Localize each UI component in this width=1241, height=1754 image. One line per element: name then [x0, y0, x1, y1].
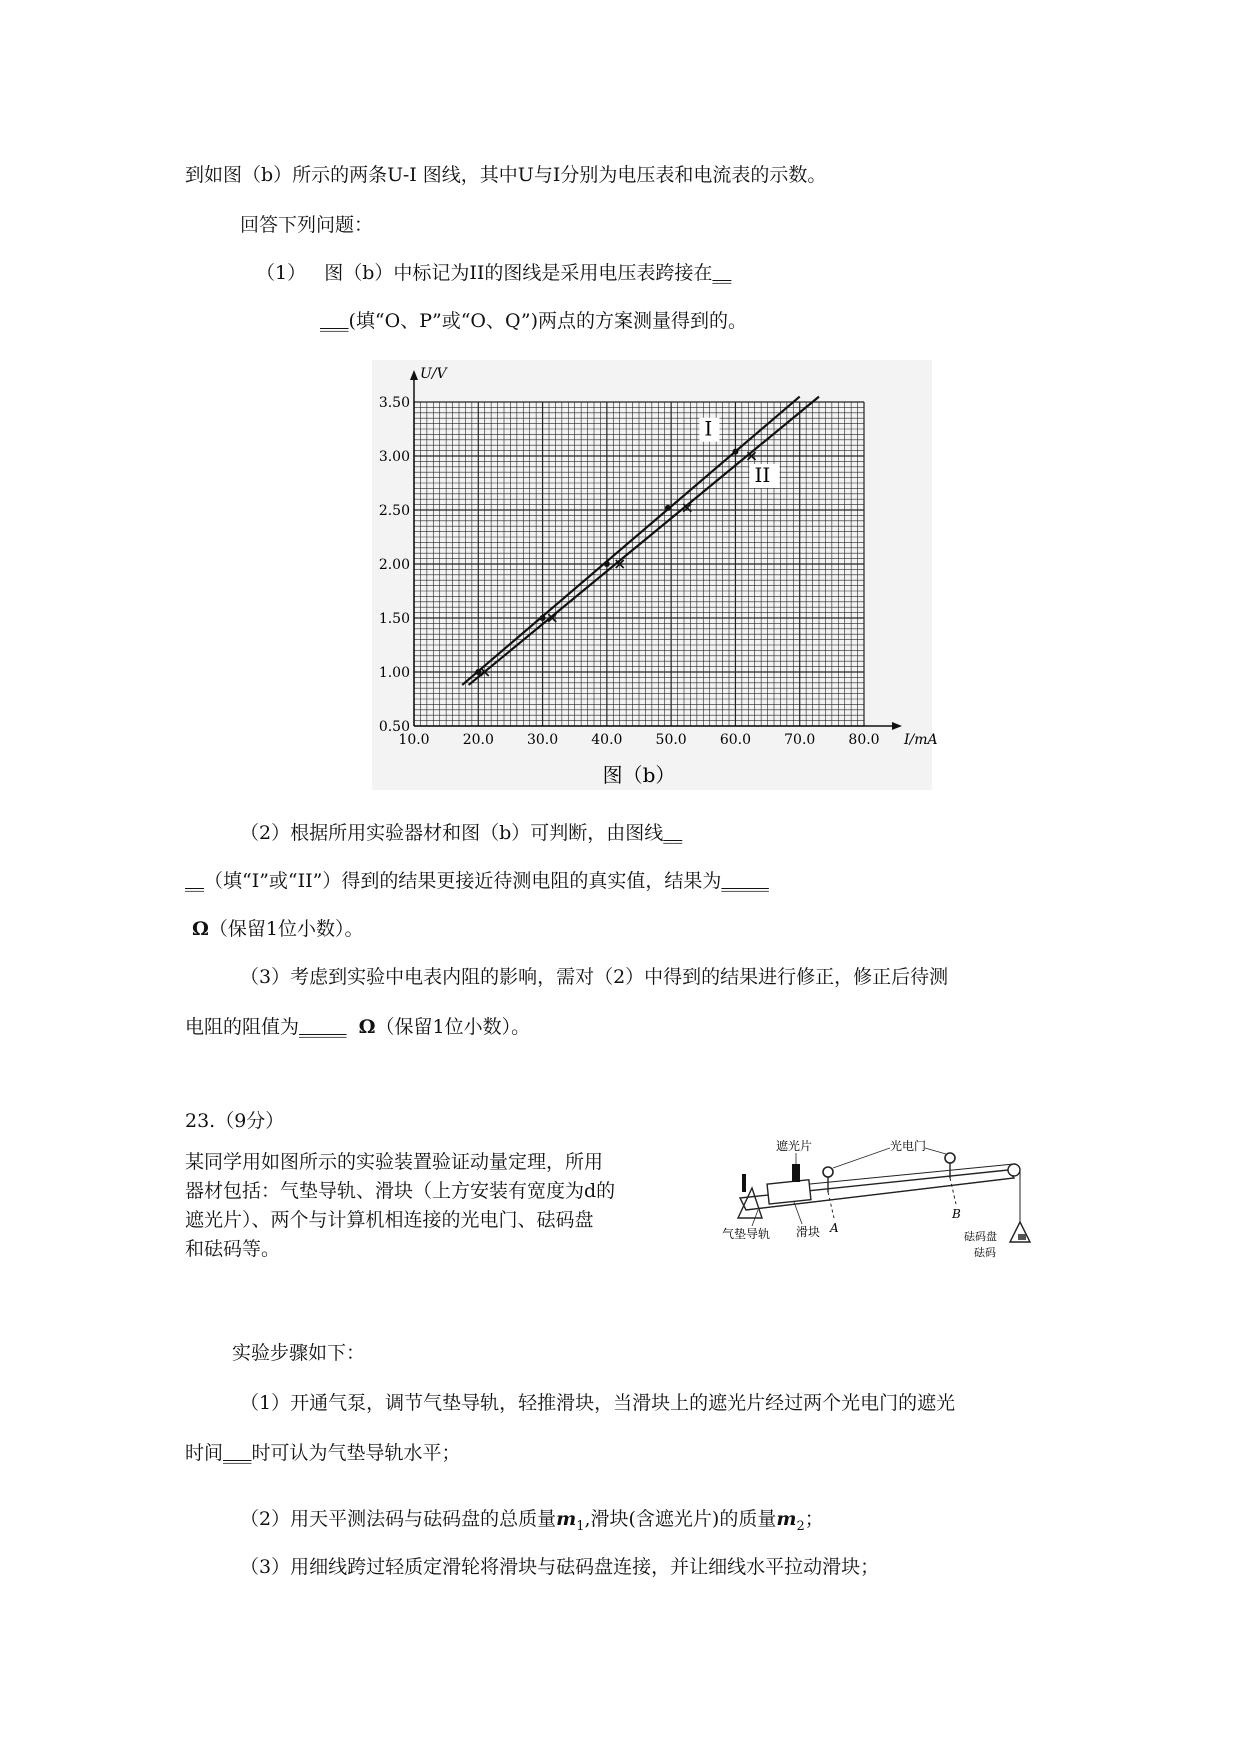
answer-blank[interactable]: __	[712, 262, 732, 284]
y-tick-label: 2.50	[378, 503, 410, 519]
ohm-symbol: Ω	[192, 918, 209, 940]
step-1-line-a: （1）开通气泵，调节气垫导轨，轻推滑块，当滑块上的遮光片经过两个光电门的遮光	[240, 1392, 956, 1414]
x-tick-label: 30.0	[526, 732, 559, 748]
question-text: 图（b）中标记为II的图线是采用电压表跨接在	[324, 262, 713, 284]
x-tick-label: 20.0	[462, 732, 494, 748]
x-tick-label: 80.0	[848, 732, 880, 748]
y-tick-label: 2.00	[378, 557, 410, 573]
label-slider: 滑块	[796, 1225, 821, 1239]
x-axis-label: I/mA	[904, 732, 938, 748]
y-tick-label: 3.00	[378, 449, 410, 465]
y-tick-label: 1.50	[378, 611, 410, 627]
answer-blank[interactable]: ___	[223, 1442, 252, 1464]
y-tick-label: 3.50	[378, 395, 410, 411]
weights	[1018, 1234, 1026, 1240]
question-text: （保留1位小数）。	[208, 918, 364, 940]
y-axis-label: U/V	[420, 366, 447, 382]
step-text: 时可认为气垫导轨水平；	[251, 1442, 461, 1464]
text-answer-prompt: 回答下列问题：	[240, 214, 374, 236]
photogate-b	[945, 1153, 955, 1163]
steps-heading: 实验步骤如下：	[232, 1342, 366, 1364]
pulley	[1008, 1164, 1020, 1176]
chart-caption: 图（b）	[602, 763, 676, 787]
answer-blank[interactable]: ___	[320, 310, 349, 332]
answer-blank[interactable]: _____	[721, 870, 769, 892]
x-tick-label: 70.0	[784, 732, 816, 748]
mass-symbol-m1: m	[556, 1508, 577, 1530]
u-i-chart	[372, 360, 938, 790]
series-I-point	[604, 561, 610, 567]
x-tick-label: 60.0	[719, 732, 752, 748]
slider-block	[767, 1180, 811, 1204]
step-1-line-b	[185, 1440, 461, 1466]
question-3-line-b	[185, 1014, 530, 1040]
step-text: ；	[804, 1508, 824, 1530]
x-tick-label: 40.0	[591, 732, 623, 748]
question-2-line-a	[240, 820, 682, 846]
problem-23-line-2: 器材包括：气垫导轨、滑块（上方安装有宽度为d的	[185, 1180, 616, 1202]
series-I-point	[665, 505, 671, 511]
y-tick-label: 1.00	[378, 665, 410, 681]
problem-23-line-3: 遮光片）、两个与计算机相连接的光电门、砝码盘	[185, 1209, 594, 1231]
shading-plate	[792, 1164, 800, 1182]
problem-23-line-1: 某同学用如图所示的实验装置验证动量定理，所用	[185, 1151, 604, 1173]
problem-23-heading: 23.（9分）	[185, 1110, 285, 1132]
question-3-line-a: （3）考虑到实验中电表内阻的影响，需对（2）中得到的结果进行修正，修正后待测	[240, 966, 949, 988]
question-1-line-b	[320, 308, 747, 334]
label-point-b: B	[952, 1207, 961, 1221]
mass-symbol-m2: m	[776, 1508, 797, 1530]
question-2-line-c	[192, 916, 364, 942]
x-tick-label: 10.0	[398, 732, 430, 748]
step-text: （2）用天平测法码与砝码盘的总质量	[240, 1508, 557, 1530]
question-text: （保留1位小数）。	[375, 1016, 531, 1038]
label-weights: 砝码	[974, 1246, 996, 1259]
y-tick-label: 0.50	[378, 719, 410, 735]
label-air-track: 气垫导轨	[722, 1227, 771, 1241]
subscript-2: 2	[796, 1518, 805, 1534]
subscript-1: 1	[576, 1518, 585, 1534]
series-I-point	[540, 615, 546, 621]
chart-grid	[414, 402, 864, 726]
answer-blank[interactable]: _____	[299, 1016, 347, 1038]
question-text: （填“I”或“II”）得到的结果更接近待测电阻的真实值，结果为	[204, 870, 722, 892]
question-2-line-b	[185, 868, 769, 894]
question-text: 电阻的阻值为	[185, 1016, 300, 1038]
text-line-intro: 到如图（b）所示的两条U-I 图线，其中U与I分别为电压表和电流表的示数。	[185, 164, 827, 186]
air-track-apparatus-figure	[718, 1140, 1048, 1260]
series-II-label: II	[754, 463, 771, 487]
label-photogate: 光电门	[890, 1139, 927, 1153]
problem-23-line-4: 和砝码等。	[185, 1238, 281, 1260]
step-text: 时间	[185, 1442, 224, 1464]
label-weight-pan: 砝码盘	[964, 1230, 997, 1243]
answer-blank[interactable]: __	[663, 822, 683, 844]
step-3-line: （3）用细线跨过轻质定滑轮将滑块与砝码盘连接，并让细线水平拉动滑块；	[240, 1556, 880, 1578]
photogate-a	[823, 1167, 833, 1177]
label-point-a: A	[830, 1221, 839, 1235]
step-text: ,滑块(含遮光片)的质量	[584, 1508, 777, 1530]
leader-line	[794, 1202, 802, 1224]
question-text: （2）根据所用实验器材和图（b）可判断，由图线	[240, 822, 664, 844]
question-1-line-a	[256, 260, 731, 286]
question-text: (填“O、P”或“O、Q”)两点的方案测量得到的。	[348, 310, 748, 332]
step-2-line	[240, 1506, 824, 1540]
x-tick-label: 50.0	[655, 732, 687, 748]
leader-line	[925, 1148, 946, 1154]
series-I-point	[732, 449, 738, 455]
leader-line	[833, 1148, 890, 1168]
label-shading-plate: 遮光片	[776, 1139, 813, 1153]
ohm-symbol: Ω	[358, 1016, 376, 1038]
series-I-label: I	[704, 416, 713, 441]
question-number: （1）	[256, 262, 307, 284]
answer-blank[interactable]: __	[185, 870, 204, 892]
